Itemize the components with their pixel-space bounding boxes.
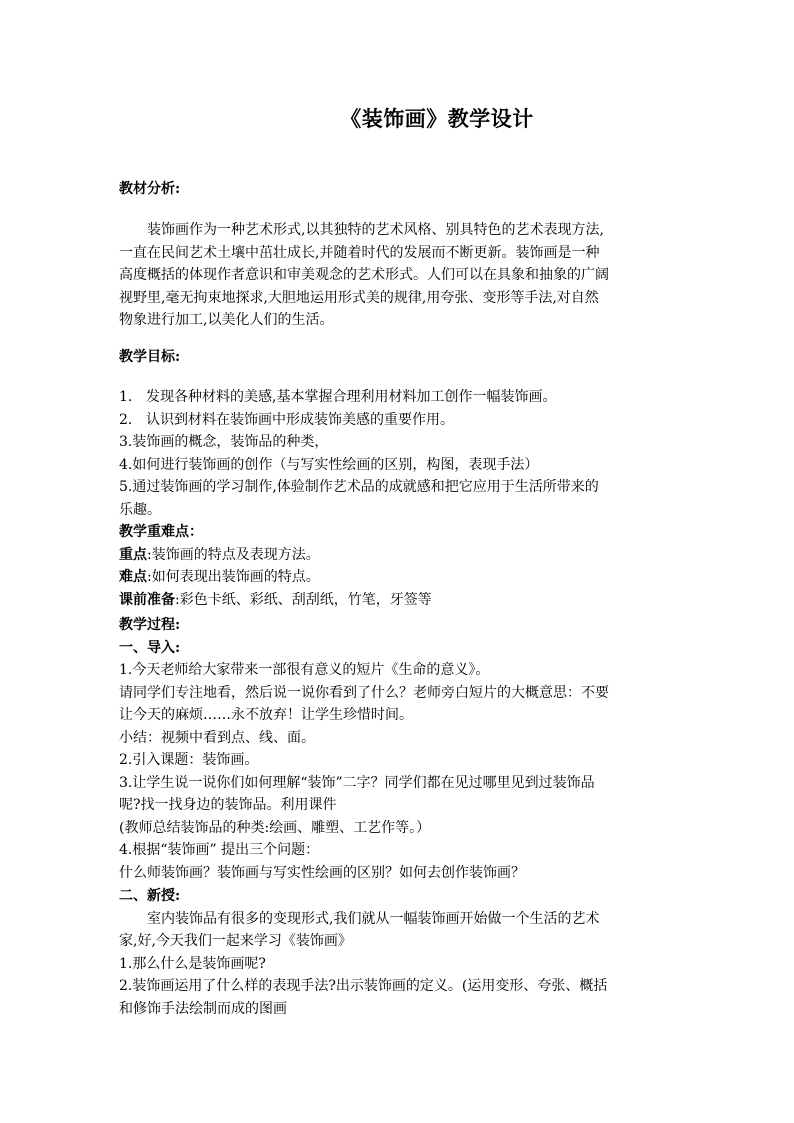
difficulty-label: 难点: [119, 569, 147, 585]
analysis-line: 物象进行加工,以美化人们的生活。: [119, 312, 334, 328]
goal-number: 2.: [119, 411, 133, 428]
process-section: [119, 614, 679, 884]
part2-heading: 二、新授:: [119, 888, 181, 904]
analysis-line: 一直在民间艺术土壤中茁壮成长,并随着时代的发展而不断更新。装饰画是一种: [119, 244, 600, 261]
analysis-line: 装饰画作为一种艺术形式,以其独特的艺术风格、别具特色的艺术表现方法,: [147, 222, 604, 238]
process-line: 3.让学生说一说你们如何理解“装饰”二字？同学们都在见过哪里见到过装饰品: [119, 774, 595, 791]
process-line: 请同学们专注地看，然后说一说你看到了什么？老师旁白短片的大概意思：不要: [119, 684, 609, 701]
analysis-section: [119, 178, 679, 201]
process-heading: 教学过程:: [119, 617, 181, 633]
prep-text: :彩色卡纸、彩纸、刮刮纸，竹笔，牙签等: [175, 591, 432, 608]
process-line: 家,好,今天我们一起来学习《装饰画》: [119, 933, 352, 949]
analysis-line: 视野里,毫无拘束地探求,大胆地运用形式美的规律,用夸张、变形等手法,对自然: [119, 289, 599, 306]
goal-text: 认识到材料在装饰画中形成装饰美感的重要作用。: [146, 411, 454, 428]
process-line: 1.那么什么是装饰画呢?: [119, 955, 266, 972]
process-line: 小结：视频中看到点、线、面。: [119, 729, 315, 746]
process-line: 1.今天老师给大家带来一部很有意义的短片《生命的意义》。: [119, 662, 490, 678]
document-title: 《装饰画》教学设计: [340, 106, 534, 131]
goal-line: 4.如何进行装饰画的创作（与写实性绘画的区别，构图，表现手法）: [119, 456, 539, 473]
goal-line: 5.通过装饰画的学习制作,体验制作艺术品的成就感和把它应用于生活所带来的: [119, 479, 599, 495]
focus-text: :装饰画的特点及表现方法。: [147, 546, 320, 563]
prep-label: 课前准备: [119, 591, 175, 608]
goal-line: 3.装饰画的概念，装饰品的种类，: [119, 434, 329, 450]
goal-line: 乐趣。: [119, 501, 161, 518]
goals-section: [119, 346, 679, 369]
difficulty-text: :如何表现出装饰画的特点。: [147, 569, 320, 585]
analysis-body: [119, 219, 679, 332]
process-line: 和修饰手法绘制而成的图画: [119, 1000, 287, 1017]
goal-number: 1.: [119, 389, 133, 405]
process-line: 呢?找一找身边的装饰品。利用课件: [119, 797, 337, 813]
goal-item: [119, 409, 679, 432]
part1-heading: 一、导入:: [119, 639, 181, 656]
part2-section: [119, 885, 679, 1020]
focus-label: 重点: [119, 546, 147, 563]
difficulty-line: [119, 566, 679, 589]
process-line: 2.引入课题：装饰画。: [119, 752, 259, 768]
goals-body: [119, 386, 679, 611]
process-line: (教师总结装饰品的种类:绘画、雕塑、工艺作等。）: [119, 819, 431, 836]
process-line: 室内装饰品有很多的变现形式,我们就从一幅装饰画开始做一个生活的艺术: [147, 910, 600, 927]
process-line: 2.装饰画运用了什么样的表现手法?出示装饰画的定义。(运用变形、夸张、概括: [119, 978, 608, 994]
goal-text: 发现各种材料的美感,基本掌握合理利用材料加工创作一幅装饰画。: [146, 389, 557, 405]
goal-item: [119, 386, 679, 409]
analysis-line: 高度概括的体现作者意识和审美观念的艺术形式。人们可以在具象和抽象的广阔: [119, 267, 609, 283]
process-line: 什么师装饰画？装饰画与写实性绘画的区别？如何去创作装饰画？: [119, 864, 525, 881]
analysis-heading: 教材分析:: [119, 181, 181, 197]
keypoints-heading: 教学重难点：: [119, 524, 203, 540]
goals-heading: 教学目标:: [119, 349, 181, 365]
process-line: 4.根据“装饰画” 提出三个问题：: [119, 842, 320, 858]
focus-line: [119, 544, 679, 567]
prep-line: [119, 589, 679, 612]
process-line: 让今天的麻烦……永不放弃！让学生珍惜时间。: [119, 707, 413, 723]
